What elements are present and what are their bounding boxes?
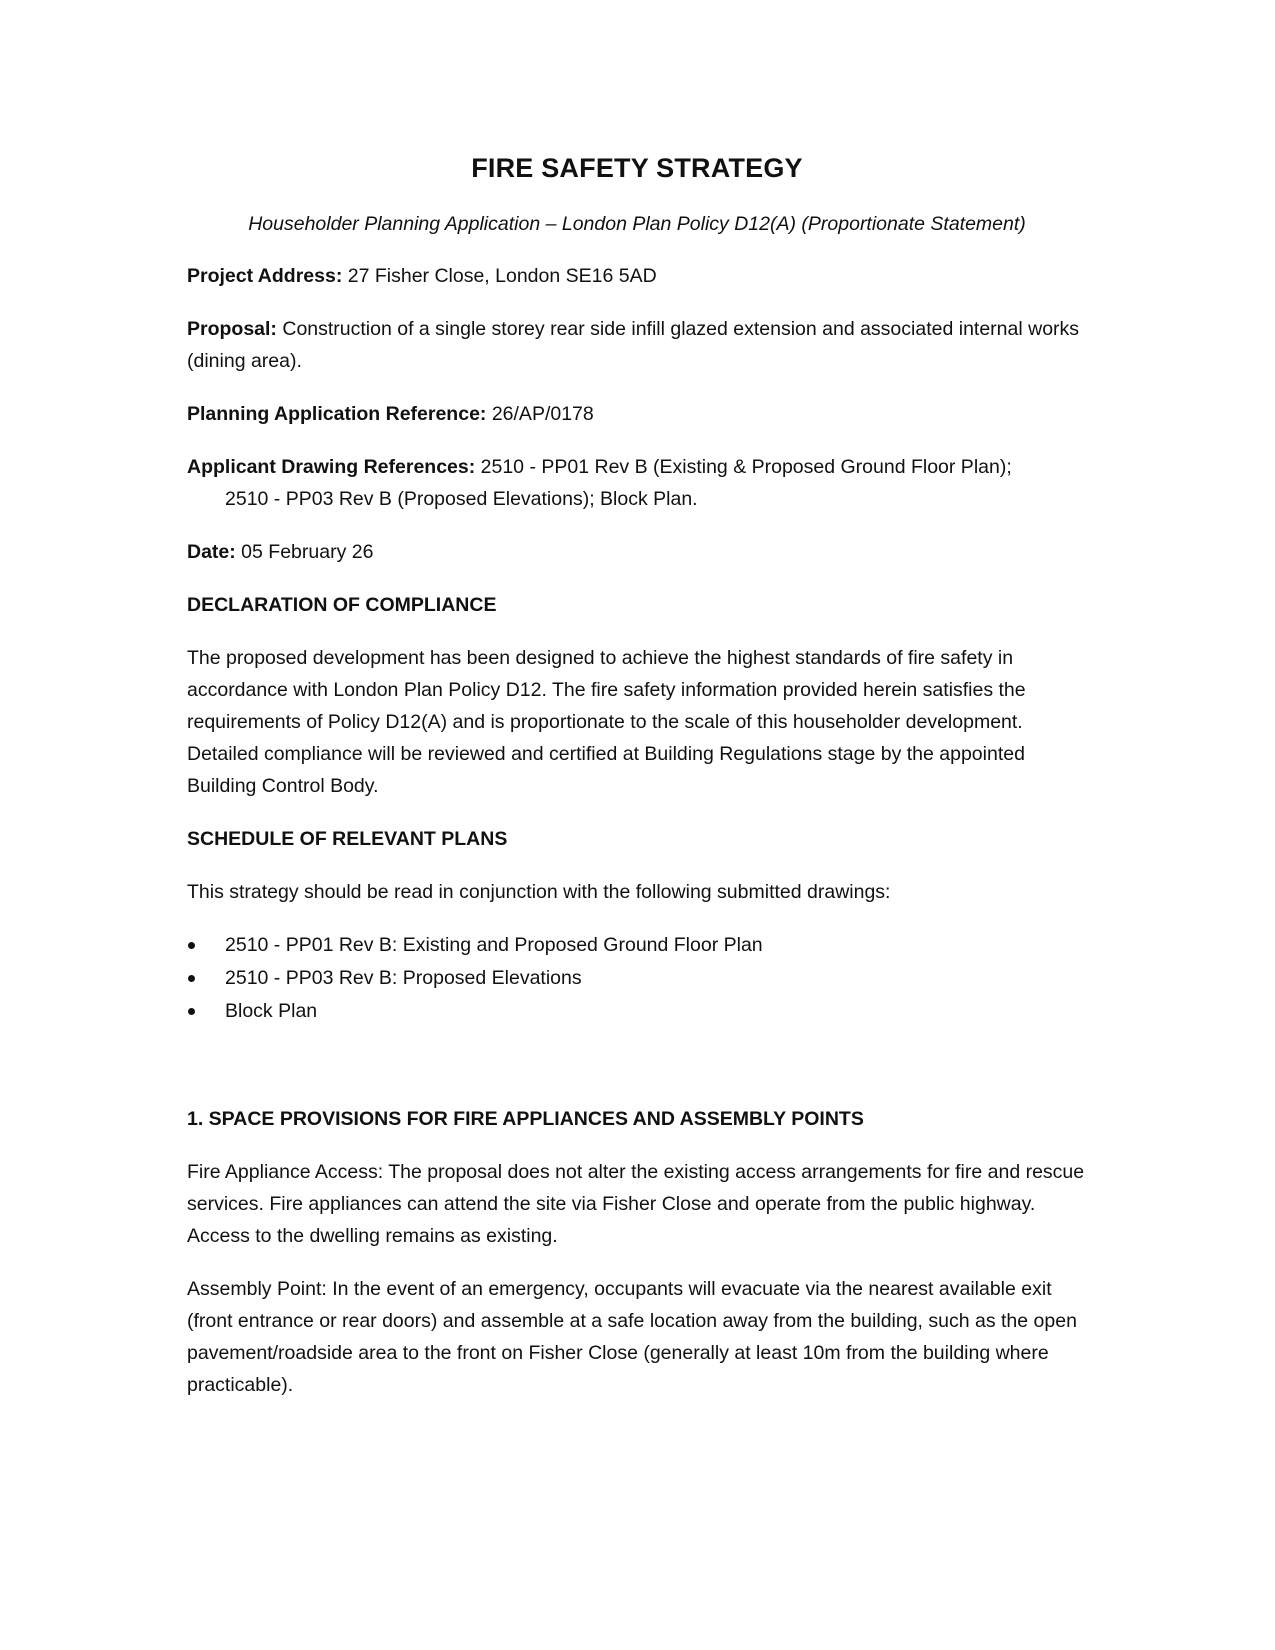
document-title: FIRE SAFETY STRATEGY: [471, 153, 803, 183]
list-item-text: Block Plan: [225, 1000, 318, 1022]
section1-paragraph-assembly-point: Assembly Point: In the event of an emergency, occupants will evacuate via the nearest available exit (front entrance or rear doors) and assemble at a safe location away from the building, such as the open pavement/roadside area to the front on Fisher Close (generally at least 10m from the building where practicable).: [187, 1278, 1077, 1396]
drawing-references-value-line2: 2510 - PP03 Rev B (Proposed Elevations); Block Plan.: [225, 488, 698, 510]
bullet-icon: [188, 975, 195, 982]
planning-reference-value: 26/AP/0178: [486, 403, 594, 425]
list-item-text: 2510 - PP01 Rev B: Existing and Proposed Ground Floor Plan: [225, 934, 763, 956]
document-date: [187, 536, 1087, 568]
planning-reference: [187, 398, 1087, 430]
drawing-references-value-line1: 2510 - PP01 Rev B (Existing & Proposed Ground Floor Plan);: [475, 456, 1012, 478]
list-item: [187, 995, 1087, 1028]
schedule-list: [187, 929, 1087, 1028]
document-subtitle: Householder Planning Application – London Plan Policy D12(A) (Proportionate Statement): [248, 213, 1026, 235]
section1-heading: 1. SPACE PROVISIONS FOR FIRE APPLIANCES AND ASSEMBLY POINTS: [187, 1108, 864, 1130]
list-item: [187, 962, 1087, 995]
date-label: Date:: [187, 541, 236, 563]
date-value: 05 February 26: [235, 541, 374, 563]
declaration-body: The proposed development has been designed to achieve the highest standards of fire safety in accordance with London Plan Policy D12. The fire safety information provided herein satisfies the requirements of Policy D12(A) and is proportionate to the scale of this householder development. Detailed compliance will be reviewed and certified at Building Regulations stage by the appointed Building Control Body.: [187, 647, 1026, 797]
drawing-references: [187, 451, 1087, 515]
bullet-icon: [188, 1008, 195, 1015]
schedule-heading: SCHEDULE OF RELEVANT PLANS: [187, 828, 508, 850]
document-content: [187, 150, 1087, 1422]
project-address-label: Project Address:: [187, 265, 343, 287]
section1-paragraph-appliance-access: Fire Appliance Access: The proposal does not alter the existing access arrangements for fire and rescue services. Fire appliances can attend the site via Fisher Close and operate from the public highway. Access to the dwelling remains as existing.: [187, 1161, 1085, 1247]
proposal: [187, 313, 1087, 377]
bullet-icon: [188, 942, 195, 949]
proposal-label: Proposal:: [187, 318, 277, 340]
project-address: [187, 260, 1087, 292]
drawing-references-label: Applicant Drawing References:: [187, 456, 476, 478]
declaration-heading: DECLARATION OF COMPLIANCE: [187, 594, 497, 616]
proposal-value: Construction of a single storey rear side infill glazed extension and associated internal works (dining area).: [187, 318, 1080, 372]
schedule-intro: This strategy should be read in conjunction with the following submitted drawings:: [187, 881, 891, 903]
list-item-text: 2510 - PP03 Rev B: Proposed Elevations: [225, 967, 582, 989]
planning-reference-label: Planning Application Reference:: [187, 403, 487, 425]
list-item: [187, 929, 1087, 962]
project-address-value: 27 Fisher Close, London SE16 5AD: [342, 265, 657, 287]
